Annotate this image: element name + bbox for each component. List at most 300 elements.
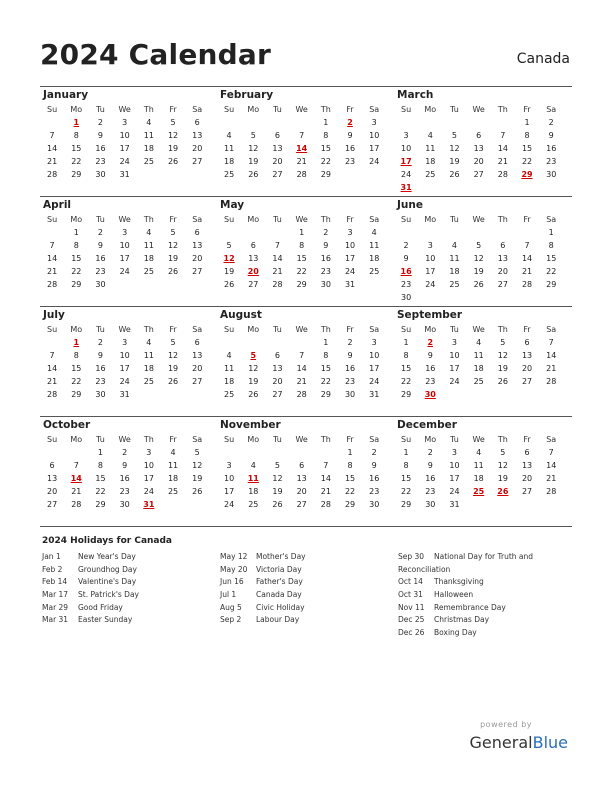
holiday-item <box>42 603 220 616</box>
day-cell: 30 <box>344 390 356 399</box>
day-cell: 30 <box>320 280 331 289</box>
day-cell: 25 <box>167 487 179 496</box>
weekday-header <box>217 323 394 336</box>
day-cell: 25 <box>143 267 154 276</box>
day-cell: 28 <box>546 487 557 496</box>
holiday-name: Mother's Day <box>256 552 306 561</box>
weekday-label: Fr <box>169 215 177 224</box>
day-cell: 29 <box>401 390 412 399</box>
day-cell: 3 <box>427 241 433 250</box>
day-cell: 27 <box>248 280 259 289</box>
weekday-label: We <box>295 435 308 444</box>
day-cell: 13 <box>272 144 283 153</box>
month-name: August <box>220 309 262 321</box>
day-cell: 25 <box>473 377 484 386</box>
day-cell: 4 <box>451 241 458 250</box>
day-cell: 21 <box>546 364 557 373</box>
day-cell: 25 <box>449 280 460 289</box>
weekday-label: Tu <box>450 215 459 224</box>
day-cell: 8 <box>403 351 409 360</box>
week-row <box>394 472 571 485</box>
week-row <box>394 291 571 304</box>
day-cell: 5 <box>170 228 176 237</box>
day-cell: 4 <box>427 131 433 140</box>
week-row <box>394 142 571 155</box>
weekday-label: Su <box>224 435 235 444</box>
day-cell: 6 <box>49 461 55 470</box>
day-cell: 18 <box>167 474 179 483</box>
day-cell: 1 <box>403 338 409 347</box>
day-cell: 10 <box>449 461 460 470</box>
day-cell: 2 <box>427 448 433 457</box>
day-cell: 10 <box>344 241 356 250</box>
week-row <box>40 252 217 265</box>
month-name: June <box>397 199 423 211</box>
month-block <box>394 197 571 306</box>
day-cell: 6 <box>250 241 256 250</box>
day-cell: 17 <box>425 267 436 276</box>
day-cell: 22 <box>401 377 412 386</box>
day-cell: 28 <box>521 280 533 289</box>
day-cell: 31 <box>119 390 130 399</box>
day-cell: 18 <box>248 487 259 496</box>
day-cell: 1 <box>524 118 530 127</box>
day-cell: 20 <box>192 364 203 373</box>
holiday-name: Christmas Day <box>434 615 490 625</box>
holiday-item <box>42 615 220 628</box>
day-cell: 15 <box>521 144 533 153</box>
weekday-label: We <box>472 215 485 224</box>
day-cell: 5 <box>170 118 176 127</box>
day-cell: 29 <box>71 280 82 289</box>
day-cell: 24 <box>119 377 130 386</box>
holiday-date: Dec 25 <box>398 615 425 625</box>
week-row <box>394 168 571 181</box>
weekday-label: We <box>295 325 308 334</box>
month-name: April <box>43 199 72 211</box>
weekday-header <box>217 213 394 226</box>
day-cell: 3 <box>451 338 458 347</box>
day-cell: 14 <box>47 254 58 263</box>
holiday-date: Aug 5 <box>220 602 242 612</box>
holiday-day-cell: 16 <box>400 267 412 276</box>
day-cell: 4 <box>371 228 377 237</box>
day-cell: 2 <box>347 338 353 347</box>
week-row <box>40 226 217 239</box>
holiday-name: New Year's Day <box>78 552 136 561</box>
week-row <box>217 142 394 155</box>
day-cell: 31 <box>449 500 460 509</box>
weekday-label: We <box>118 325 131 334</box>
week-row <box>217 362 394 375</box>
holiday-day-cell: 25 <box>473 487 485 496</box>
holiday-item <box>398 577 576 590</box>
holiday-item <box>220 577 398 590</box>
week-row <box>394 265 571 278</box>
day-cell: 4 <box>250 461 256 470</box>
holiday-name: National Day for Truth and <box>434 552 534 561</box>
day-cell: 19 <box>497 364 508 373</box>
weekday-label: We <box>472 325 485 334</box>
day-cell: 27 <box>296 500 307 509</box>
day-cell: 18 <box>143 364 154 373</box>
holiday-item <box>398 615 576 628</box>
day-cell: 23 <box>425 377 436 386</box>
weekday-label: Sa <box>369 105 380 114</box>
weekday-label: Mo <box>247 435 260 444</box>
day-cell: 13 <box>272 364 283 373</box>
day-cell: 29 <box>296 280 307 289</box>
day-cell: 13 <box>192 351 203 360</box>
week-row <box>394 278 571 291</box>
holiday-day-cell: 17 <box>400 157 412 166</box>
holiday-date: Mar 29 <box>42 602 69 612</box>
holiday-date: May 20 <box>220 564 248 574</box>
day-cell: 23 <box>425 487 436 496</box>
holiday-day-cell: 12 <box>223 254 235 263</box>
weekday-header <box>394 323 571 336</box>
month-name: May <box>220 199 245 211</box>
week-row <box>40 349 217 362</box>
week-row <box>394 375 571 388</box>
day-cell: 22 <box>521 157 533 166</box>
day-cell: 3 <box>226 461 232 470</box>
day-cell: 10 <box>369 351 380 360</box>
day-cell: 11 <box>224 144 235 153</box>
day-cell: 28 <box>546 377 557 386</box>
day-cell: 12 <box>272 474 283 483</box>
week-row <box>394 498 571 511</box>
day-cell: 20 <box>521 364 533 373</box>
day-cell: 12 <box>473 254 484 263</box>
weekday-label: Fr <box>523 215 531 224</box>
day-cell: 14 <box>497 144 508 153</box>
day-cell: 4 <box>146 118 152 127</box>
weekday-label: Mo <box>70 215 83 224</box>
month-name: September <box>397 309 463 321</box>
day-cell: 22 <box>401 487 412 496</box>
day-cell: 7 <box>500 131 506 140</box>
day-cell: 27 <box>521 487 533 496</box>
day-cell: 6 <box>194 228 200 237</box>
day-cell: 10 <box>449 351 460 360</box>
day-cell: 3 <box>451 448 458 457</box>
day-cell: 2 <box>548 118 554 127</box>
day-cell: 25 <box>224 390 235 399</box>
weekday-label: Su <box>401 105 412 114</box>
day-cell: 8 <box>347 461 353 470</box>
week-row <box>40 388 217 401</box>
month-row <box>40 86 572 196</box>
weekday-label: Tu <box>273 435 282 444</box>
day-cell: 3 <box>371 118 377 127</box>
weekday-label: Mo <box>424 435 437 444</box>
day-cell: 2 <box>403 241 409 250</box>
month-block <box>217 197 394 306</box>
day-cell: 29 <box>344 500 356 509</box>
day-cell: 1 <box>323 338 329 347</box>
weekday-label: Th <box>497 105 508 114</box>
day-cell: 4 <box>226 351 232 360</box>
month-row <box>40 306 572 416</box>
day-cell: 19 <box>248 377 259 386</box>
day-cell: 3 <box>347 228 353 237</box>
week-row <box>394 388 571 401</box>
weekday-label: Sa <box>369 215 380 224</box>
day-cell: 23 <box>369 487 380 496</box>
weekday-label: Fr <box>169 105 177 114</box>
day-cell: 6 <box>476 131 482 140</box>
weekday-label: Su <box>47 325 58 334</box>
day-cell: 26 <box>167 377 179 386</box>
day-cell: 16 <box>369 474 380 483</box>
month-name: February <box>220 89 274 101</box>
day-cell: 24 <box>224 500 235 509</box>
day-cell: 21 <box>71 487 82 496</box>
day-cell: 18 <box>224 377 235 386</box>
brand-logo[interactable] <box>470 733 568 752</box>
day-cell: 6 <box>299 461 305 470</box>
day-cell: 29 <box>546 280 557 289</box>
weekday-label: Sa <box>546 215 557 224</box>
holiday-item <box>398 590 576 603</box>
weekday-label: Th <box>320 435 331 444</box>
day-cell: 13 <box>248 254 259 263</box>
day-cell: 14 <box>272 254 283 263</box>
holiday-day-cell: 30 <box>424 390 436 399</box>
holiday-date: Dec 26 <box>398 628 425 638</box>
holiday-date: Oct 31 <box>398 590 423 600</box>
weekday-label: Sa <box>546 435 557 444</box>
weekday-label: Su <box>47 105 58 114</box>
weekday-label: Fr <box>169 325 177 334</box>
day-cell: 26 <box>449 170 460 179</box>
day-cell: 12 <box>192 461 203 470</box>
day-cell: 17 <box>143 474 154 483</box>
holiday-item <box>220 603 398 616</box>
week-row <box>40 472 217 485</box>
weekday-label: Sa <box>369 435 380 444</box>
day-cell: 11 <box>143 351 154 360</box>
week-row <box>217 446 394 459</box>
day-cell: 3 <box>122 338 128 347</box>
holiday-item <box>220 590 398 603</box>
day-cell: 9 <box>122 461 128 470</box>
day-cell: 5 <box>500 338 506 347</box>
weekday-label: We <box>472 435 485 444</box>
week-row <box>217 375 394 388</box>
day-cell: 13 <box>473 144 484 153</box>
day-cell: 25 <box>425 170 436 179</box>
week-row <box>394 129 571 142</box>
day-cell: 29 <box>71 170 82 179</box>
holiday-day-cell: 31 <box>400 183 412 192</box>
day-cell: 31 <box>119 170 130 179</box>
week-row <box>40 336 217 349</box>
day-cell: 15 <box>344 474 356 483</box>
week-row <box>217 116 394 129</box>
holiday-date: Sep 30 <box>398 552 425 561</box>
holiday-name: St. Patrick's Day <box>78 590 139 600</box>
weekday-label: Sa <box>369 325 380 334</box>
weekday-label: We <box>472 105 485 114</box>
calendar-grid <box>40 86 572 527</box>
day-cell: 28 <box>296 390 307 399</box>
day-cell: 29 <box>95 500 106 509</box>
weekday-header <box>40 323 217 336</box>
day-cell: 9 <box>427 351 433 360</box>
month-name: November <box>220 419 281 431</box>
day-cell: 1 <box>548 228 554 237</box>
day-cell: 10 <box>143 461 154 470</box>
day-cell: 6 <box>194 338 200 347</box>
weekday-label: Sa <box>546 325 557 334</box>
day-cell: 28 <box>47 280 58 289</box>
day-cell: 4 <box>146 228 152 237</box>
day-cell: 17 <box>344 254 356 263</box>
day-cell: 20 <box>296 487 307 496</box>
day-cell: 24 <box>369 157 380 166</box>
day-cell: 21 <box>521 267 533 276</box>
day-cell: 19 <box>473 267 484 276</box>
day-cell: 9 <box>97 131 104 140</box>
holidays-section <box>42 536 582 641</box>
holiday-day-cell: 20 <box>247 267 259 276</box>
holiday-name: Boxing Day <box>434 628 477 638</box>
month-block <box>394 417 571 526</box>
day-cell: 21 <box>497 157 508 166</box>
day-cell: 2 <box>371 448 377 457</box>
day-cell: 16 <box>95 144 106 153</box>
day-cell: 11 <box>224 364 235 373</box>
day-cell: 22 <box>320 377 331 386</box>
weekday-label: Th <box>143 215 154 224</box>
day-cell: 28 <box>47 170 58 179</box>
day-cell: 27 <box>521 377 533 386</box>
day-cell: 27 <box>272 170 283 179</box>
week-row <box>40 485 217 498</box>
day-cell: 19 <box>497 474 508 483</box>
weekday-header <box>40 103 217 116</box>
day-cell: 23 <box>320 267 331 276</box>
holiday-item <box>42 565 220 578</box>
weekday-header <box>40 213 217 226</box>
weekday-label: Fr <box>346 435 354 444</box>
day-cell: 23 <box>344 157 356 166</box>
day-cell: 26 <box>272 500 283 509</box>
day-cell: 12 <box>167 241 179 250</box>
holiday-name: Halloween <box>434 590 474 600</box>
month-name: October <box>43 419 91 431</box>
day-cell: 19 <box>192 474 203 483</box>
day-cell: 8 <box>97 461 104 470</box>
day-cell: 21 <box>47 157 58 166</box>
day-cell: 20 <box>272 377 283 386</box>
day-cell: 3 <box>403 131 409 140</box>
holiday-item <box>398 628 576 641</box>
holiday-name: Labour Day <box>256 615 300 625</box>
day-cell: 18 <box>425 157 436 166</box>
day-cell: 26 <box>224 280 235 289</box>
weekday-label: Sa <box>546 105 557 114</box>
day-cell: 17 <box>119 144 130 153</box>
day-cell: 19 <box>224 267 235 276</box>
weekday-label: Th <box>497 325 508 334</box>
day-cell: 24 <box>119 267 130 276</box>
holiday-day-cell: 14 <box>70 474 82 483</box>
week-row <box>394 336 571 349</box>
day-cell: 3 <box>122 228 128 237</box>
day-cell: 17 <box>119 254 130 263</box>
day-cell: 7 <box>299 131 305 140</box>
holiday-date: Mar 17 <box>42 590 69 600</box>
holiday-day-cell: 2 <box>427 338 434 347</box>
day-cell: 19 <box>167 144 179 153</box>
weekday-label: Th <box>143 105 154 114</box>
month-block <box>217 87 394 196</box>
holiday-item <box>398 603 576 616</box>
week-row <box>40 446 217 459</box>
day-cell: 17 <box>119 364 130 373</box>
day-cell: 7 <box>49 241 55 250</box>
holiday-date: Mar 31 <box>42 615 69 625</box>
day-cell: 8 <box>323 351 329 360</box>
weekday-label: Th <box>497 215 508 224</box>
day-cell: 18 <box>369 254 380 263</box>
day-cell: 10 <box>119 131 130 140</box>
week-row <box>394 226 571 239</box>
day-cell: 23 <box>344 377 356 386</box>
day-cell: 27 <box>272 390 283 399</box>
day-cell: 11 <box>143 131 154 140</box>
day-cell: 1 <box>347 448 353 457</box>
day-cell: 1 <box>299 228 305 237</box>
holiday-day-cell: 29 <box>521 170 533 179</box>
weekday-label: Mo <box>70 105 83 114</box>
day-cell: 1 <box>97 448 104 457</box>
holiday-item <box>220 565 398 578</box>
holiday-column <box>220 552 398 641</box>
holiday-day-cell: 26 <box>497 487 509 496</box>
day-cell: 4 <box>170 448 176 457</box>
day-cell: 3 <box>122 118 128 127</box>
day-cell: 6 <box>524 448 530 457</box>
week-row <box>394 485 571 498</box>
day-cell: 13 <box>497 254 508 263</box>
day-cell: 7 <box>49 131 55 140</box>
week-row <box>217 388 394 401</box>
weekday-label: Tu <box>450 435 459 444</box>
day-cell: 19 <box>167 254 179 263</box>
week-row <box>394 116 571 129</box>
holiday-name: Groundhog Day <box>78 564 137 574</box>
weekday-header <box>217 103 394 116</box>
day-cell: 9 <box>347 351 353 360</box>
day-cell: 6 <box>274 351 281 360</box>
day-cell: 8 <box>548 241 554 250</box>
day-cell: 2 <box>97 228 104 237</box>
weekday-label: Th <box>143 325 154 334</box>
day-cell: 16 <box>320 254 331 263</box>
weekday-label: Su <box>224 105 235 114</box>
day-cell: 30 <box>95 390 106 399</box>
day-cell: 26 <box>473 280 484 289</box>
day-cell: 30 <box>401 293 412 302</box>
day-cell: 22 <box>344 487 356 496</box>
week-row <box>217 336 394 349</box>
holiday-date: Feb 2 <box>42 564 63 574</box>
day-cell: 3 <box>146 448 152 457</box>
